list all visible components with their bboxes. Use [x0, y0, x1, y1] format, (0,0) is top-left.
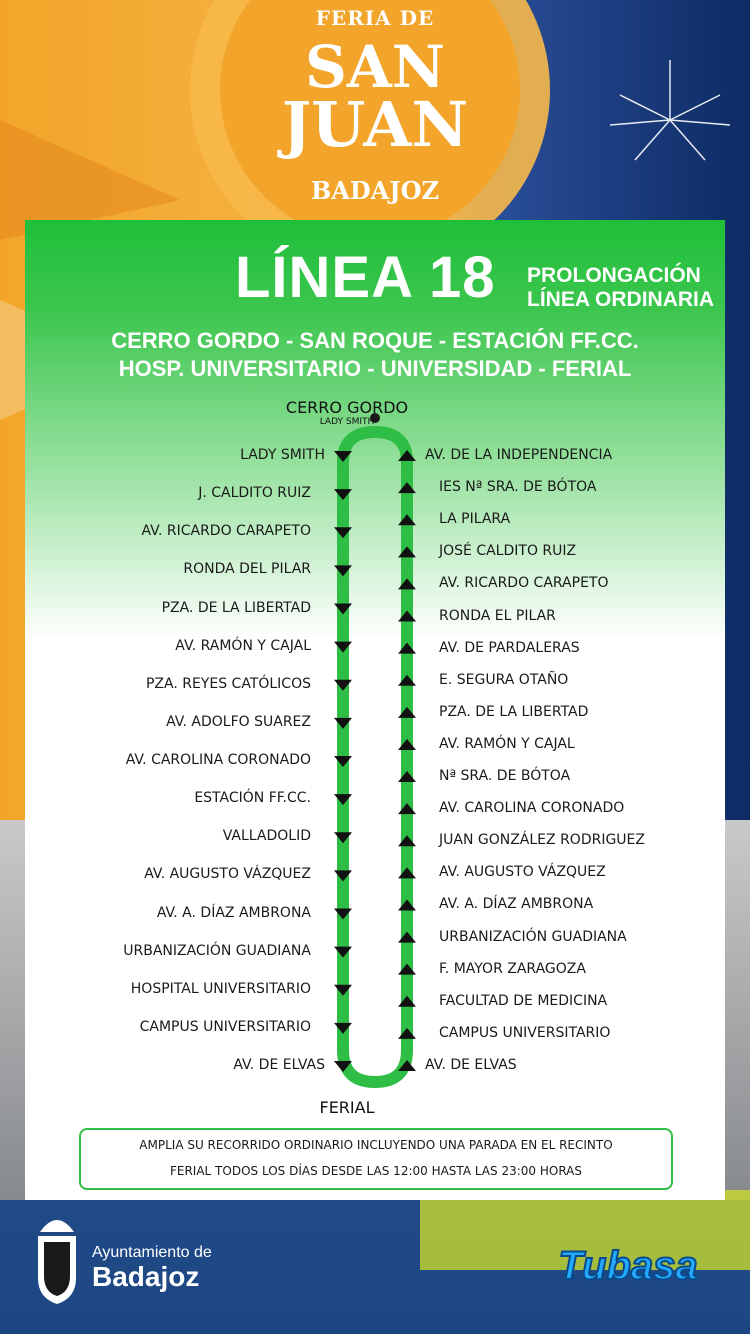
bus-stop-arrow-icon [334, 604, 352, 615]
return-stop-9: PZA. DE LA LIBERTAD [439, 703, 589, 720]
return-stop-4: JOSÉ CALDITO RUIZ [439, 543, 577, 560]
bus-stop-arrow-icon [334, 718, 352, 729]
bus-stop-arrow-icon [334, 527, 352, 538]
bus-stop-arrow-icon [334, 489, 352, 500]
outbound-stop-8: AV. ADOLFO SUAREZ [166, 713, 311, 730]
bus-stop-arrow-icon [334, 909, 352, 920]
return-stop-13: JUAN GONZÁLEZ RODRIGUEZ [439, 832, 645, 849]
outbound-stop-2: J. CALDITO RUIZ [198, 485, 311, 502]
coat-of-arms-icon [30, 1206, 84, 1306]
route-panel [25, 220, 725, 1200]
bus-stop-arrow-icon [398, 1028, 416, 1039]
line-subtitle-2: LÍNEA ORDINARIA [527, 288, 715, 311]
outbound-stop-15: HOSPITAL UNIVERSITARIO [130, 980, 311, 997]
line-subtitle-1: PROLONGACIÓN [527, 264, 701, 287]
bus-stop-arrow-icon [334, 565, 352, 576]
route-line-1: CERRO GORDO - SAN ROQUE - ESTACIÓN FF.CC. [111, 328, 639, 353]
bus-stop-arrow-icon [398, 771, 416, 782]
bus-stop-arrow-icon [334, 680, 352, 691]
return-stop-17: F. MAYOR ZARAGOZA [439, 960, 586, 977]
outbound-stop-6: AV. RAMÓN Y CAJAL [175, 637, 311, 654]
bus-stop-arrow-icon [334, 1023, 352, 1034]
city-council-name: Badajoz [92, 1261, 200, 1292]
service-note-line-1: AMPLIA SU RECORRIDO ORDINARIO INCLUYENDO UNA PARADA EN EL RECINTO [139, 1138, 613, 1152]
route-loop-diagram [25, 220, 725, 1200]
return-stop-6: RONDA EL PILAR [439, 607, 556, 624]
outbound-stop-1: LADY SMITH [240, 447, 325, 463]
city-council-logo [92, 1244, 212, 1292]
outbound-stop-13: AV. A. DÍAZ AMBRONA [156, 904, 311, 921]
bus-stop-arrow-icon [334, 832, 352, 843]
bus-stop-arrow-icon [398, 835, 416, 846]
bus-stop-arrow-icon [334, 870, 352, 881]
return-stop-7: AV. DE PARDALERAS [439, 639, 580, 656]
bus-stop-arrow-icon [398, 675, 416, 686]
bus-stop-arrow-icon [398, 803, 416, 814]
service-note [79, 1128, 673, 1190]
bus-stop-arrow-icon [398, 932, 416, 943]
outbound-stop-9: AV. CAROLINA CORONADO [125, 752, 311, 768]
outbound-stop-16: CAMPUS UNIVERSITARIO [139, 1018, 311, 1035]
header-juan: JUAN [281, 88, 469, 161]
return-stop-5: AV. RICARDO CARAPETO [439, 575, 609, 592]
return-stop-12: AV. CAROLINA CORONADO [439, 800, 625, 817]
city-council-label: Ayuntamiento de [92, 1244, 212, 1261]
outbound-stop-12: AV. AUGUSTO VÁZQUEZ [144, 866, 311, 883]
header-san: SAN [305, 33, 445, 101]
return-stop-2: IES Nª SRA. DE BÓTOA [439, 479, 597, 496]
return-stop-11: Nª SRA. DE BÓTOA [439, 768, 571, 785]
bus-stop-arrow-icon [334, 642, 352, 653]
outbound-stop-10: ESTACIÓN FF.CC. [194, 790, 311, 807]
outbound-stop-7: PZA. REYES CATÓLICOS [145, 675, 311, 692]
return-stop-16: URBANIZACIÓN GUADIANA [439, 928, 627, 945]
return-stop-14: AV. AUGUSTO VÁZQUEZ [439, 864, 606, 881]
outbound-stop-14: URBANIZACIÓN GUADIANA [123, 942, 311, 959]
return-stop-18: FACULTAD DE MEDICINA [439, 992, 608, 1009]
bus-stop-arrow-icon [398, 514, 416, 525]
outbound-stop-11: VALLADOLID [222, 828, 311, 845]
return-stop-20: AV. DE ELVAS [425, 1057, 517, 1073]
bus-stop-arrow-icon [398, 964, 416, 975]
outbound-stop-5: PZA. DE LA LIBERTAD [161, 599, 311, 616]
line-title: LÍNEA 18 [235, 245, 496, 310]
bus-stop-arrow-icon [398, 739, 416, 750]
bus-stop-arrow-icon [398, 482, 416, 493]
bus-stop-arrow-icon [398, 996, 416, 1007]
bus-stop-arrow-icon [334, 756, 352, 767]
return-stop-10: AV. RAMÓN Y CAJAL [439, 735, 575, 752]
header-feria-de: FERIA DE [315, 6, 435, 30]
bus-stop-arrow-icon [398, 611, 416, 622]
outbound-stop-17: AV. DE ELVAS [233, 1057, 325, 1073]
tubasa-logo: Tubasa [558, 1244, 698, 1288]
return-stop-19: CAMPUS UNIVERSITARIO [439, 1024, 611, 1041]
bus-stop-arrow-icon [334, 985, 352, 996]
service-note-line-2: FERIAL TODOS LOS DÍAS DESDE LAS 12:00 HASTA LAS 23:00 HORAS [169, 1164, 582, 1178]
header-city: BADAJOZ [310, 176, 440, 205]
bus-stop-arrow-icon [398, 546, 416, 557]
bus-stop-arrow-icon [398, 899, 416, 910]
bus-stop-arrow-icon [398, 867, 416, 878]
return-stop-3: LA PILARA [439, 511, 511, 528]
bus-stop-arrow-icon [398, 643, 416, 654]
route-line-2: HOSP. UNIVERSITARIO - UNIVERSIDAD - FERIAL [118, 356, 632, 381]
terminus-start-sub: LADY SMITH [319, 417, 375, 427]
outbound-stop-3: AV. RICARDO CARAPETO [141, 523, 311, 540]
outbound-stop-4: RONDA DEL PILAR [183, 561, 311, 578]
return-stop-15: AV. A. DÍAZ AMBRONA [439, 896, 594, 913]
return-stop-1: AV. DE LA INDEPENDENCIA [425, 447, 613, 463]
return-stop-8: E. SEGURA OTAÑO [439, 671, 569, 688]
bus-stop-arrow-icon [398, 707, 416, 718]
bus-stop-arrow-icon [334, 947, 352, 958]
terminus-end: FERIAL [319, 1098, 375, 1117]
bus-stop-arrow-icon [398, 578, 416, 589]
terminus-start: CERRO GORDO [285, 398, 409, 417]
bus-stop-arrow-icon [334, 794, 352, 805]
